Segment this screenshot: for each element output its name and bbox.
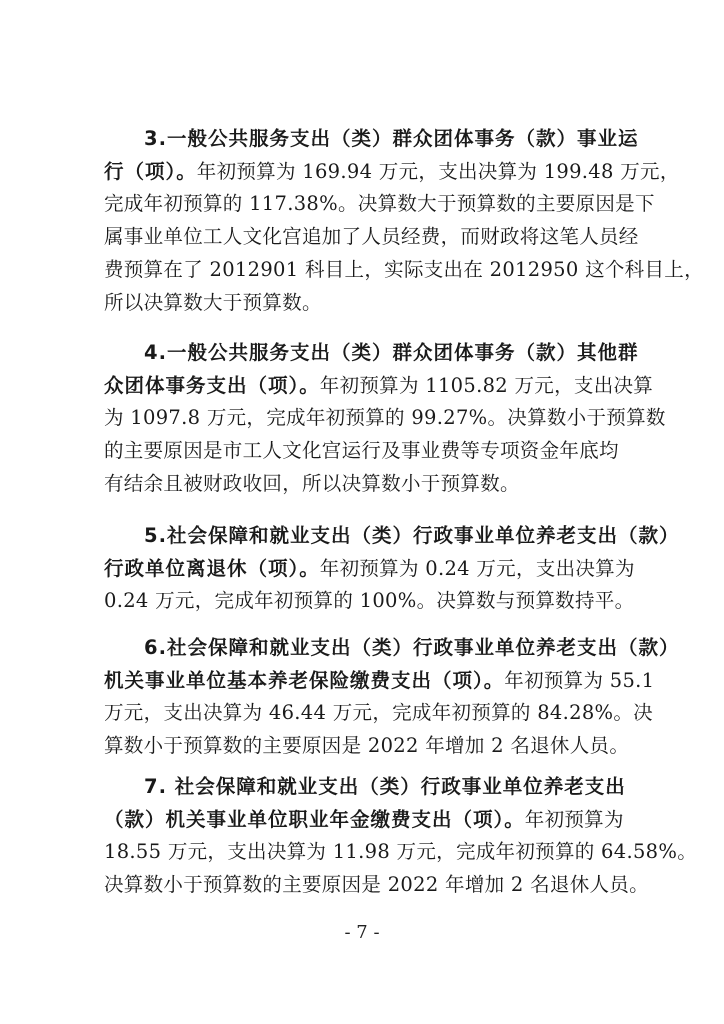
paragraph-line xyxy=(104,337,639,370)
item-heading: 5.社会保障和就业支出（类）行政事业单位养老支出（款） xyxy=(144,524,680,547)
item-text: 年初预算为 169.94 万元，支出决算为 199.48 万元， xyxy=(196,159,680,183)
item-heading: 7. 社会保障和就业支出（类）行政事业单位养老支出 xyxy=(144,775,626,798)
paragraph-item-4 xyxy=(104,337,666,501)
paragraph-item-6 xyxy=(104,632,680,763)
paragraph-line xyxy=(104,697,653,730)
item-heading: （款）机关事业单位职业年金缴费支出（项）。 xyxy=(104,807,525,831)
paragraph-line xyxy=(104,730,634,763)
item-text: 费预算在了 2012901 科目上，实际支出在 2012950 这个科目上， xyxy=(104,257,704,281)
item-text: 年初预算为 1105.82 万元，支出决算 xyxy=(319,373,654,397)
paragraph-line xyxy=(104,585,634,618)
paragraph-line xyxy=(104,520,680,553)
item-text: 年初预算为 55.1 xyxy=(504,668,655,692)
paragraph-item-3 xyxy=(104,123,704,319)
paragraph-line xyxy=(104,553,634,586)
item-text: 属事业单位工人文化宫追加了人员经费，而财政将这笔人员经 xyxy=(104,225,639,249)
paragraph-line xyxy=(104,188,655,221)
item-text: 万元，支出决算为 46.44 万元，完成年初预算的 84.28%。决 xyxy=(104,701,653,725)
item-heading: 3.一般公共服务支出（类）群众团体事务（款）事业运 xyxy=(144,127,639,150)
item-text: 0.24 万元，完成年初预算的 100%。决算数与预算数持平。 xyxy=(104,589,635,613)
item-text: 所以决算数大于预算数。 xyxy=(104,290,322,314)
item-heading: 行（项）。 xyxy=(104,159,197,183)
item-text: 年初预算为 0.24 万元，支出决算为 xyxy=(319,556,635,580)
paragraph-line xyxy=(104,468,634,501)
item-text: 算数小于预算数的主要原因是 2022 年增加 2 名退休人员。 xyxy=(104,734,630,758)
paragraph-line xyxy=(104,665,655,698)
item-heading: 行政单位离退休（项）。 xyxy=(104,556,320,580)
paragraph-line xyxy=(104,156,680,189)
item-text: 的主要原因是市工人文化宫运行及事业费等专项资金年底均 xyxy=(104,439,619,463)
item-heading: 众团体事务支出（项）。 xyxy=(104,373,320,397)
paragraph-line xyxy=(104,435,634,468)
paragraph-line xyxy=(104,632,680,665)
item-text: 有结余且被财政收回，所以决算数小于预算数。 xyxy=(104,471,520,495)
paragraph-item-7 xyxy=(104,771,697,902)
item-text: 完成年初预算的 117.38%。决算数大于预算数的主要原因是下 xyxy=(104,192,655,216)
item-heading: 机关事业单位基本养老保险缴费支出（项）。 xyxy=(104,668,505,692)
paragraph-line xyxy=(104,804,634,837)
paragraph-line xyxy=(104,771,634,804)
paragraph-line xyxy=(104,287,634,320)
paragraph-line xyxy=(104,254,704,287)
item-text: 18.55 万元，支出决算为 11.98 万元，完成年初预算的 64.58%。 xyxy=(104,840,697,864)
paragraph-line xyxy=(104,836,697,869)
item-text: 为 1097.8 万元，完成年初预算的 99.27%。决算数小于预算数 xyxy=(104,406,666,430)
paragraph-item-5 xyxy=(104,520,680,618)
paragraph-line xyxy=(104,123,639,156)
item-text: 年初预算为 xyxy=(524,807,624,831)
item-text: 决算数小于预算数的主要原因是 2022 年增加 2 名退休人员。 xyxy=(104,873,649,897)
page-number: - 7 - xyxy=(344,922,380,943)
paragraph-line xyxy=(104,402,666,435)
paragraph-line xyxy=(104,370,654,403)
paragraph-line xyxy=(104,869,649,902)
item-heading: 6.社会保障和就业支出（类）行政事业单位养老支出（款） xyxy=(144,636,680,659)
item-heading: 4.一般公共服务支出（类）群众团体事务（款）其他群 xyxy=(144,341,639,364)
paragraph-line xyxy=(104,221,639,254)
